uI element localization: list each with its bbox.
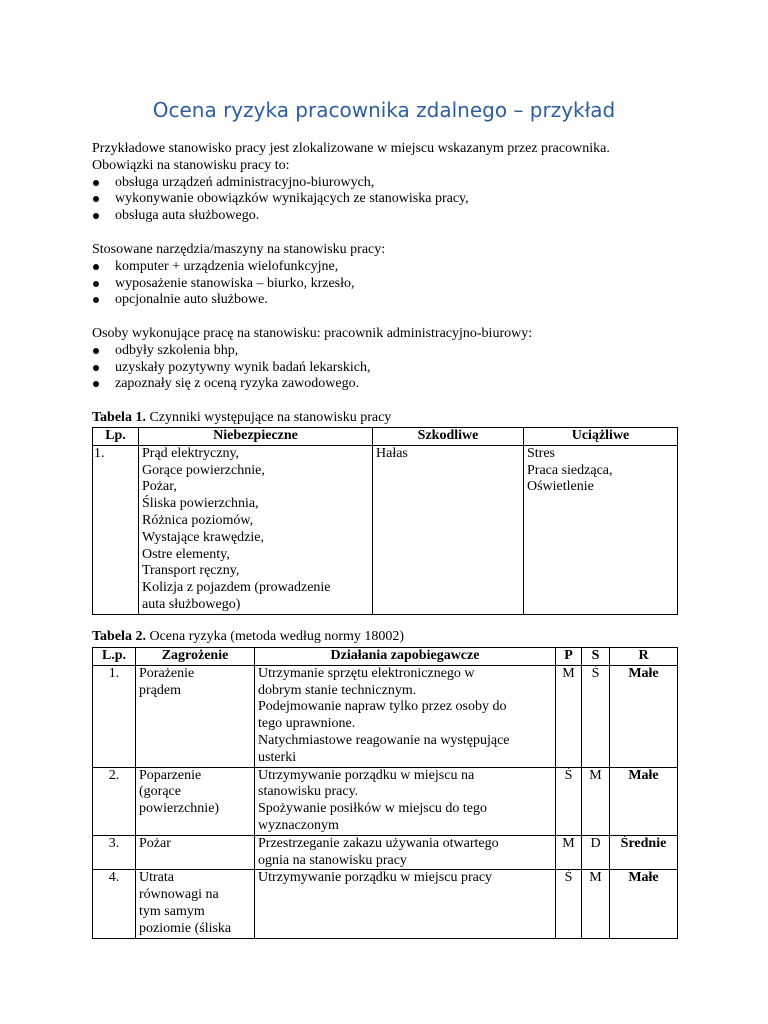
- cell-line: Transport ręczny,: [142, 563, 240, 579]
- table-header-row: [93, 648, 678, 666]
- list-item: wyposażenie stanowiska – biurko, krzesło,: [92, 276, 692, 293]
- cell-szkodliwe: [373, 445, 524, 614]
- cell-p: M: [556, 835, 582, 870]
- col-header-lp: L.p.: [93, 648, 136, 666]
- intro-section: [92, 141, 692, 225]
- col-header-s: S: [582, 648, 610, 666]
- cell-dzialania: [255, 767, 556, 835]
- cell-lp: 1.: [93, 445, 139, 614]
- cell-r: Małe: [610, 870, 678, 938]
- col-header-lp: Lp.: [93, 428, 139, 446]
- cell-line: (gorące: [139, 784, 181, 800]
- factors-table: [92, 427, 678, 615]
- cell-s: M: [582, 767, 610, 835]
- cell-line: Stres: [527, 445, 555, 461]
- cell-line: Pożar: [139, 835, 171, 851]
- table1-caption-label: Tabela 1.: [92, 410, 146, 425]
- table-row: [93, 665, 678, 767]
- cell-line: Podejmowanie napraw tylko przez osoby do: [258, 699, 507, 715]
- cell-line: ognia na stanowisku pracy: [258, 852, 407, 868]
- cell-lp: 4.: [93, 870, 136, 938]
- cell-lp: 2.: [93, 767, 136, 835]
- tools-section: [92, 242, 692, 309]
- cell-r: Małe: [610, 767, 678, 835]
- list-item: obsługa auta służbowego.: [92, 208, 692, 225]
- persons-list: [92, 343, 692, 393]
- table1-caption-text: Czynniki występujące na stanowisku pracy: [145, 410, 392, 425]
- intro-line-2: Obowiązki na stanowisku pracy to:: [92, 157, 290, 173]
- cell-line: Natychmiastowe reagowanie na występujące: [258, 732, 510, 748]
- table2-caption-text: Ocena ryzyka (metoda według normy 18002): [145, 629, 405, 644]
- cell-line: dobrym stanie technicznym.: [258, 682, 417, 698]
- cell-zagrozenie: [136, 870, 255, 938]
- table-row: [93, 870, 678, 938]
- cell-dzialania: [255, 870, 556, 938]
- table-row: [93, 835, 678, 870]
- persons-section: [92, 326, 692, 393]
- col-header-dzialania: Działania zapobiegawcze: [255, 648, 556, 666]
- cell-r: Małe: [610, 665, 678, 767]
- tools-list: [92, 259, 692, 309]
- cell-p: M: [556, 665, 582, 767]
- cell-line: Przestrzeganie zakazu używania otwartego: [258, 835, 499, 851]
- cell-zagrozenie: [136, 767, 255, 835]
- persons-heading: Osoby wykonujące pracę na stanowisku: pracownik administracyjno-biurowy:: [92, 326, 533, 341]
- cell-dzialania: [255, 665, 556, 767]
- cell-s: D: [582, 835, 610, 870]
- cell-uciazliwe: [524, 445, 678, 614]
- cell-line: tego uprawnione.: [258, 716, 356, 732]
- table2-caption: [92, 629, 682, 646]
- cell-line: Praca siedząca,: [527, 462, 613, 478]
- cell-line: Poparzenie: [139, 767, 202, 783]
- cell-line: poziomie (śliska: [139, 920, 232, 936]
- col-header-r: R: [610, 648, 678, 666]
- list-item: odbyły szkolenia bhp,: [92, 343, 692, 360]
- table-row: [93, 767, 678, 835]
- duties-list: [92, 175, 692, 225]
- cell-line: auta służbowego): [142, 596, 241, 612]
- col-header-niebezpieczne: Niebezpieczne: [139, 428, 373, 446]
- cell-s: M: [582, 870, 610, 938]
- cell-line: Gorące powierzchnie,: [142, 462, 265, 478]
- cell-lp: 3.: [93, 835, 136, 870]
- cell-line: usterki: [258, 749, 297, 765]
- cell-line: Prąd elektryczny,: [142, 445, 240, 461]
- cell-dzialania: [255, 835, 556, 870]
- page-title: Ocena ryzyka pracownika zdalnego – przykład: [152, 98, 616, 122]
- table-row: [93, 445, 678, 614]
- table-header-row: [93, 428, 678, 446]
- cell-line: Hałas: [376, 445, 408, 461]
- cell-line: Śliska powierzchnia,: [142, 496, 259, 512]
- table2-caption-label: Tabela 2.: [92, 629, 146, 644]
- cell-line: Utrzymanie sprzętu elektronicznego w: [258, 665, 475, 681]
- cell-line: Pożar,: [142, 479, 177, 495]
- cell-line: Wystające krawędzie,: [142, 529, 264, 545]
- cell-line: Utrzymywanie porządku w miejscu na: [258, 767, 475, 783]
- cell-line: stanowisku pracy.: [258, 784, 359, 800]
- cell-line: tym samym: [139, 903, 205, 919]
- cell-line: Utrzymywanie porządku w miejscu pracy: [258, 870, 493, 886]
- cell-niebezpieczne: [139, 445, 373, 614]
- cell-line: Różnica poziomów,: [142, 512, 254, 528]
- cell-line: Spożywanie posiłków w miejscu do tego: [258, 801, 488, 817]
- cell-line: prądem: [139, 682, 181, 698]
- cell-line: Oświetlenie: [527, 479, 594, 495]
- col-header-zagrozenie: Zagrożenie: [136, 648, 255, 666]
- cell-line: Porażenie: [139, 665, 195, 681]
- col-header-p: P: [556, 648, 582, 666]
- list-item: komputer + urządzenia wielofunkcyjne,: [92, 259, 692, 276]
- cell-line: Kolizja z pojazdem (prowadzenie: [142, 580, 331, 596]
- table1-caption: [92, 410, 682, 427]
- cell-zagrozenie: [136, 835, 255, 870]
- cell-line: Utrata: [139, 870, 174, 886]
- cell-r: Średnie: [610, 835, 678, 870]
- cell-line: wyznaczonym: [258, 817, 339, 833]
- list-item: uzyskały pozytywny wynik badań lekarskich,: [92, 360, 692, 377]
- tools-heading: Stosowane narzędzia/maszyny na stanowisku pracy:: [92, 242, 386, 257]
- list-item: opcjonalnie auto służbowe.: [92, 292, 692, 309]
- cell-p: Ś: [556, 870, 582, 938]
- list-item: wykonywanie obowiązków wynikających ze stanowiska pracy,: [92, 191, 692, 208]
- risk-table: [92, 647, 678, 939]
- cell-line: równowagi na: [139, 887, 219, 903]
- list-item: zapoznały się z oceną ryzyka zawodowego.: [92, 376, 692, 393]
- intro-line-1: Przykładowe stanowisko pracy jest zlokalizowane w miejscu wskazanym przez pracownika.: [92, 141, 610, 156]
- cell-s: Ś: [582, 665, 610, 767]
- col-header-szkodliwe: Szkodliwe: [373, 428, 524, 446]
- cell-lp: 1.: [93, 665, 136, 767]
- list-item: obsługa urządzeń administracyjno-biurowych,: [92, 175, 692, 192]
- cell-line: powierzchnie): [139, 801, 220, 817]
- col-header-uciazliwe: Uciążliwe: [524, 428, 678, 446]
- cell-line: Ostre elementy,: [142, 546, 230, 562]
- cell-p: Ś: [556, 767, 582, 835]
- cell-zagrozenie: [136, 665, 255, 767]
